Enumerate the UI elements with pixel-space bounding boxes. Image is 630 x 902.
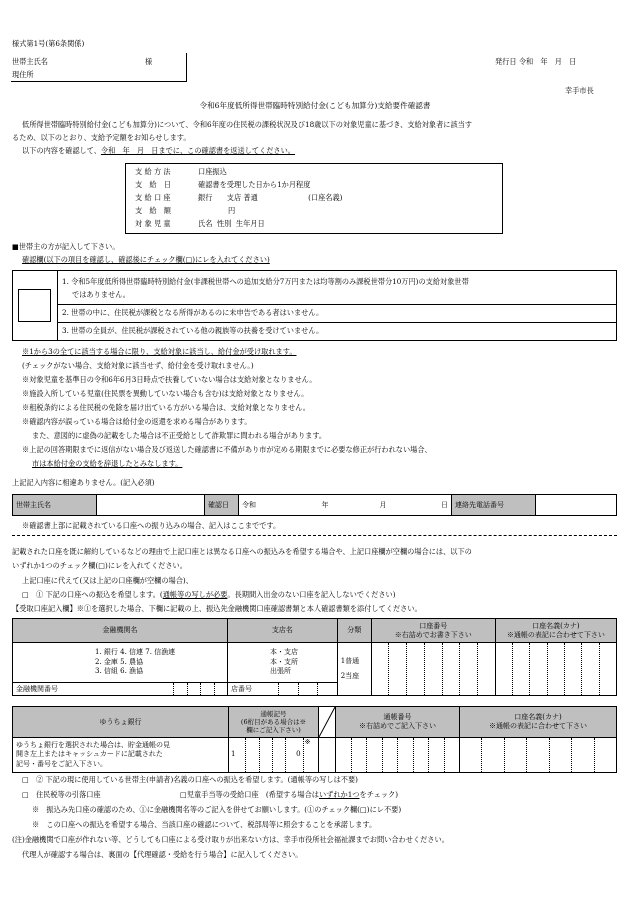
bank-account-table xyxy=(12,618,617,696)
note-1: ※1から3の全てに該当する場合に限り、支給対象に該当し、給付金が受け取れます。 xyxy=(22,347,297,356)
account-number-header: 口座番号 ※右詰めでお書き下さい xyxy=(371,619,495,643)
intro-line2: るため、以下のとおり、支給予定額をお知らせします。 xyxy=(12,133,191,142)
payment-account-value: 銀行 支店 普通 (口座名義) xyxy=(198,193,343,202)
payment-child-value: 氏名 性別 生年月日 xyxy=(198,219,265,228)
payment-date-label: 支 給 日 xyxy=(135,180,171,189)
confirm-item-1: 1. 令和5年度低所得世帯臨時特別給付金(非課税世帯への追加支給分7万円または均等割のみ課税世帯分10万円)の支給対象世帯 xyxy=(62,277,469,286)
sign-day[interactable]: 日 xyxy=(390,495,452,516)
option-3-tax-account[interactable]: □ 住民税等の引落口座 xyxy=(22,790,101,799)
note-9: 市は本給付金の支給を辞退したとみなします。 xyxy=(32,459,183,468)
account-type[interactable]: 1普通 2当座 xyxy=(337,643,371,696)
stop-note: ※確認書上部に記載されている口座への振り込みの場合、記入はここまでです。 xyxy=(22,521,281,530)
bank-name-header: 金融機関名 xyxy=(13,619,228,643)
yucho-divider-cell xyxy=(319,707,336,738)
intro-line1: 低所得世帯臨時特別給付金(こども加算分)について、令和6年度の住民税の課税状況及び18歳以下の対象児童に基づき、支給対象者に該当す xyxy=(22,120,473,129)
yucho-description: ゆうちょ銀行を選択された場合は、貯金通帳の見 開き左上またはキャッシュカードに記載された 記号・番号をご記入下さい。 xyxy=(13,738,229,773)
branch-kinds[interactable]: 本・支店 本・支所 出張所 xyxy=(228,643,338,683)
confirm-item-1b: ではありません。 xyxy=(72,290,130,299)
form-id: 様式第1号(第6条関係) xyxy=(12,39,85,48)
note-2: (チェックがない場合、支給対象に該当せず、給付金を受け取れません。) xyxy=(22,361,254,370)
footer-note-3: (注)金融機関で口座が作れない等、どうしても口座による受け取りが出来ない方は、幸手市役所社会福祉課までお問い合わせください。 xyxy=(12,835,449,844)
option-3-child-account[interactable]: □児童手当等の受給口座 (希望する場合はいずれか1つをチェック) xyxy=(180,790,399,799)
yucho-number-header: 通帳番号 ※右詰めでご記入下さい xyxy=(336,707,460,738)
bank-kinds[interactable]: 1. 銀行 4. 信連 7. 信漁連 2. 金庫 5. 農協 3. 信組 6. 漁協 xyxy=(13,643,228,683)
option-2[interactable]: □ ② 下記の現に使用している世帯主(申請者)名義の口座への振込を希望します。(通帳等の写しは不要) xyxy=(22,775,358,784)
account-holder-cells[interactable] xyxy=(495,643,616,696)
payment-amount-label: 支 給 額 xyxy=(135,206,171,215)
option-1[interactable]: □ ① 下記の口座への振込を希望します。(通帳等の写しが必要。長期間入出金のない口座を記入しないでください) xyxy=(22,590,396,599)
payment-child-label: 対 象 児 童 xyxy=(135,219,171,228)
yucho-table xyxy=(12,706,617,773)
payment-account-label: 支 給 口 座 xyxy=(135,193,171,202)
sign-phone-input[interactable] xyxy=(536,495,617,516)
sign-name-label: 世帯主氏名 xyxy=(13,495,97,516)
change-line2: いずれか1つのチェック欄(□)にレを入れてください。 xyxy=(12,561,187,570)
footer-note-2: ※ この口座への振込を希望する場合、当該口座の確認について、税部局等に照会することを承諾します。 xyxy=(32,820,377,829)
yucho-digit-1: 1 xyxy=(229,738,246,772)
confirm-item-3: 3. 世帯の全員が、住民税が課税されている他の親族等の扶養を受けていません。 xyxy=(62,326,324,335)
note-5: ※租税条約による住民税の免除を届け出ている方がいる場合は、支給対象となりません。 xyxy=(22,403,310,412)
sama-label: 様 xyxy=(145,57,153,66)
payment-date-value: 確認書を受理した日から1か月程度 xyxy=(198,180,311,189)
confirm-item-2: 2. 世帯の中に、住民税が課税となる所得があるのに未申告である者はいません。 xyxy=(62,308,324,317)
consent-text: 上記記入内容に相違ありません。(記入必須) xyxy=(12,478,155,487)
householder-name-label: 世帯主氏名 xyxy=(12,57,48,66)
yucho-digit-0: 0 xyxy=(286,738,303,772)
sign-date-label: 確認日 xyxy=(205,495,239,516)
yucho-header: ゆうちょ銀行 xyxy=(13,707,229,738)
yucho-star: ※ xyxy=(304,738,311,746)
bank-code-cell[interactable]: 金融機関番号 xyxy=(13,683,228,696)
branch-code-cell[interactable]: 店番号 xyxy=(228,683,338,696)
confirm-checkbox[interactable] xyxy=(18,289,51,322)
yucho-number-cells[interactable] xyxy=(336,738,460,773)
issue-date: 発行日 令和 年 月 日 xyxy=(495,57,577,66)
copy-required: 通帳等の写しが必要 xyxy=(162,590,228,599)
confirm-heading: 確認欄(以下の項目を確認し、確認後にチェック欄(□)にレを入れてください) xyxy=(22,255,270,264)
payment-method-value: 口座振込 xyxy=(198,167,227,176)
account-number-cells[interactable] xyxy=(371,643,495,696)
sign-month[interactable]: 月 xyxy=(332,495,390,516)
yucho-holder-header: 口座名義(カナ) ※通帳の表記に合わせて下さい xyxy=(460,707,617,738)
issuer: 幸手市長 xyxy=(565,86,594,95)
type-header: 分類 xyxy=(337,619,371,643)
payment-method-label: 支 給 方 法 xyxy=(135,167,171,176)
note-3: ※対象児童を基準日の令和6年6月3日時点で扶養していない場合は支給対象となりません。 xyxy=(22,375,317,384)
payment-amount-value: 円 xyxy=(228,206,236,215)
account-holder-header: 口座名義(カナ) ※通帳の表記に合わせて下さい xyxy=(495,619,616,643)
address-label: 現住所 xyxy=(12,70,34,79)
footer-note-1: ※ 振込み先口座の確認のため、①に金融機関名等のご記入を併せてお願いします。(①のチェック欄(□)にレ不要) xyxy=(32,805,402,814)
yucho-symbol-cells[interactable] xyxy=(229,738,319,773)
reply-deadline: 令和 年 月 日までに、この確認書を返送してください。 xyxy=(100,146,295,155)
sign-year[interactable]: 年 xyxy=(284,495,332,516)
footer-note-4: 代理人が確認する場合は、裏面の【代理確認・受給を行う場合】に記入してください。 xyxy=(22,850,303,859)
page-title: 令和6年度低所得世帯臨時特別給付金(こども加算分)支給要件確認書 xyxy=(199,101,431,110)
householder-section: ■世帯主の方が記入して下さい。 xyxy=(12,242,120,251)
branch-name-header: 支店名 xyxy=(228,619,338,643)
intro-line3: 以下の内容を確認して、令和 年 月 日までに、この確認書を返送してください。 xyxy=(22,146,295,155)
sign-name-input[interactable] xyxy=(97,495,205,516)
sign-phone-label: 連絡先電話番号 xyxy=(452,495,536,516)
sign-reiwa: 令和 xyxy=(239,495,284,516)
note-7: また、意図的に虚偽の記載をした場合は不正受給として詐欺罪に問われる場合があります。 xyxy=(32,431,327,440)
note-4: ※施設入所している児童(住民票を異動していない場合も含む)は支給対象となりません。 xyxy=(22,389,309,398)
note-6: ※確認内容が誤っている場合は給付金の返還を求める場合があります。 xyxy=(22,417,252,426)
signature-row xyxy=(12,494,617,516)
yucho-extra-digit[interactable] xyxy=(319,738,336,773)
note-8: ※上記の回答期限までに返信がない場合及び返送した確認書に不備があり市が定める期限までに必要な修正が行われない場合、 xyxy=(22,445,432,454)
yucho-symbol-header: 通帳記号 (6桁目がある場合は※ 欄にご記入下さい) xyxy=(229,707,319,738)
option-1-instruction: 【受取口座記入欄】※①を選択した場合、下欄に記載の上、振込先金融機関口座確認書類と本人確認書類を添付してください。 xyxy=(12,604,422,613)
change-line3: 上記口座に代えて(又は上記の口座欄が空欄の場合)、 xyxy=(22,576,193,585)
yucho-holder-cells[interactable] xyxy=(460,738,617,773)
change-line1: 記載された口座を既に解約しているなどの理由で上記口座とは異なる口座への振込みを希望する場合や、上記口座欄が空欄の場合には、以下の xyxy=(12,547,472,556)
